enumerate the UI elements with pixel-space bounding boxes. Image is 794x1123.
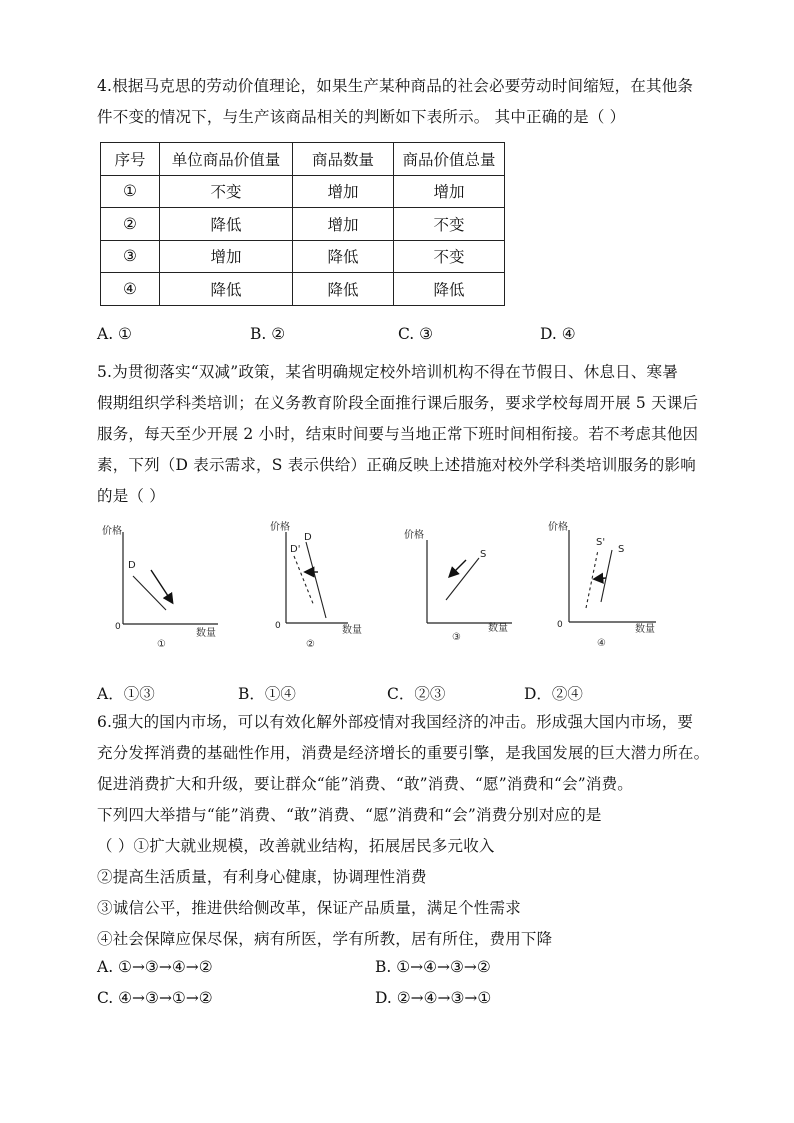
table-cell: ① bbox=[101, 175, 160, 208]
q4-stem-line-2: 件不变的情况下，与生产该商品相关的判断如下表所示。 其中正确的是（ ） bbox=[97, 108, 626, 126]
q6-statement-2: ②提高生活质量，有利身心健康，协调理性消费 bbox=[97, 868, 427, 886]
shifted-curve-label: S' bbox=[596, 537, 606, 548]
q6-option-a[interactable]: A. ①→③→④→② bbox=[97, 958, 213, 976]
table-row bbox=[101, 175, 505, 208]
table-cell: 增加 bbox=[160, 240, 293, 273]
supply-demand-graph-3 bbox=[404, 520, 554, 655]
q5-option-d[interactable]: D．②④ bbox=[524, 685, 583, 703]
demand-curve bbox=[306, 542, 326, 618]
q6-stem-line-2: 充分发挥消费的基础性作用，消费是经济增长的重要引擎，是我国发展的巨大潜力所在。 bbox=[97, 744, 710, 762]
supply-demand-graph-1 bbox=[100, 520, 250, 655]
q6-statement-3: ③诚信公平，推进供给侧改革，保证产品质量，满足个性需求 bbox=[97, 899, 521, 917]
q4-stem-line-1: 4.根据马克思的劳动价值理论，如果生产某种商品的社会必要劳动时间缩短，在其他条 bbox=[97, 77, 694, 95]
curve-label: D bbox=[128, 560, 136, 571]
x-axis-label: 数量 bbox=[635, 624, 655, 635]
table-row bbox=[101, 240, 505, 273]
origin-label: 0 bbox=[275, 621, 281, 631]
q6-option-c[interactable]: C. ④→③→①→② bbox=[97, 989, 213, 1007]
table-header-row bbox=[101, 143, 505, 176]
supply-curve bbox=[601, 550, 612, 602]
origin-label: 0 bbox=[115, 622, 121, 632]
supply-demand-graph-4 bbox=[548, 520, 698, 655]
q5-stem-line-2: 假期组织学科类培训；在义务教育阶段全面推行课后服务，要求学校每周开展 5 天课后 bbox=[97, 394, 699, 412]
q6-option-d[interactable]: D. ②→④→③→① bbox=[375, 989, 492, 1007]
y-axis-label: 价格 bbox=[270, 522, 290, 533]
q5-option-b[interactable]: B．①④ bbox=[238, 685, 296, 703]
q4-option-b[interactable]: B. ② bbox=[250, 325, 286, 343]
y-axis-label: 价格 bbox=[548, 522, 568, 533]
table-header-cell: 序号 bbox=[101, 143, 160, 176]
q4-table bbox=[100, 142, 505, 306]
q4-option-c[interactable]: C. ③ bbox=[398, 325, 434, 343]
q6-stem-line-5: （ ）①扩大就业规模，改善就业结构，拓展居民多元收入 bbox=[97, 837, 495, 855]
table-header-cell: 商品价值总量 bbox=[394, 143, 505, 176]
q5-stem-line-1: 5.为贯彻落实“双减”政策，某省明确规定校外培训机构不得在节假日、休息日、寒暑 bbox=[97, 363, 678, 381]
shift-arrow bbox=[450, 560, 466, 576]
table-cell: 不变 bbox=[394, 208, 505, 241]
y-axis-label: 价格 bbox=[102, 526, 122, 537]
q6-statement-4: ④社会保障应保尽保，病有所医，学有所教，居有所住，费用下降 bbox=[97, 930, 553, 948]
shifted-demand-curve bbox=[294, 556, 314, 606]
q5-stem-line-5: 的是（ ） bbox=[97, 487, 165, 505]
curve-label: S bbox=[480, 549, 487, 560]
table-cell: ③ bbox=[101, 240, 160, 273]
table-cell: 降低 bbox=[160, 273, 293, 306]
table-cell: 降低 bbox=[160, 208, 293, 241]
table-row bbox=[101, 208, 505, 241]
table-header-cell: 商品数量 bbox=[293, 143, 394, 176]
q6-stem-line-4: 下列四大举措与“能”消费、“敢”消费、“愿”消费和“会”消费分别对应的是 bbox=[97, 806, 602, 824]
q5-stem-line-3: 服务，每天至少开展 2 小时，结束时间要与当地正常下班时间相衔接。若不考虑其他因 bbox=[97, 425, 699, 443]
table-cell: 不变 bbox=[160, 175, 293, 208]
table-cell: 增加 bbox=[293, 175, 394, 208]
q4-option-a[interactable]: A. ① bbox=[97, 325, 132, 343]
table-header-cell: 单位商品价值量 bbox=[160, 143, 293, 176]
graph-number: ④ bbox=[597, 638, 606, 649]
table-cell: 增加 bbox=[293, 208, 394, 241]
x-axis-label: 数量 bbox=[342, 625, 362, 636]
x-axis-label: 数量 bbox=[196, 628, 216, 639]
graph-number: ③ bbox=[452, 632, 461, 643]
table-row bbox=[101, 273, 505, 306]
curve-label: S bbox=[618, 544, 625, 555]
q4-option-d[interactable]: D. ④ bbox=[540, 325, 576, 343]
q6-stem-line-1: 6.强大的国内市场，可以有效化解外部疫情对我国经济的冲击。形成强大国内市场，要 bbox=[97, 713, 694, 731]
graph-number: ① bbox=[157, 639, 166, 650]
q5-option-a[interactable]: A．①③ bbox=[97, 685, 155, 703]
graph-number: ② bbox=[306, 639, 315, 650]
origin-label: 0 bbox=[557, 620, 563, 630]
table-cell: ② bbox=[101, 208, 160, 241]
table-cell: 降低 bbox=[293, 273, 394, 306]
table-cell: 降低 bbox=[293, 240, 394, 273]
shift-arrow bbox=[595, 578, 606, 579]
q6-stem-line-3: 促进消费扩大和升级，要让群众“能”消费、“敢”消费、“愿”消费和“会”消费。 bbox=[97, 775, 633, 793]
table-cell: 降低 bbox=[394, 273, 505, 306]
shifted-curve-label: D' bbox=[290, 544, 301, 555]
q5-stem-line-4: 素，下列（D 表示需求，S 表示供给）正确反映上述措施对校外学科类培训服务的影响 bbox=[97, 456, 696, 474]
q6-option-b[interactable]: B. ①→④→③→② bbox=[375, 958, 491, 976]
q5-option-c[interactable]: C．②③ bbox=[387, 685, 446, 703]
curve-label: D bbox=[304, 532, 312, 543]
demand-curve bbox=[133, 576, 166, 610]
x-axis-label: 数量 bbox=[488, 623, 508, 634]
table-cell: ④ bbox=[101, 273, 160, 306]
y-axis-label: 价格 bbox=[404, 530, 424, 541]
table-cell: 增加 bbox=[394, 175, 505, 208]
supply-demand-graph-2 bbox=[268, 520, 418, 655]
table-cell: 不变 bbox=[394, 240, 505, 273]
